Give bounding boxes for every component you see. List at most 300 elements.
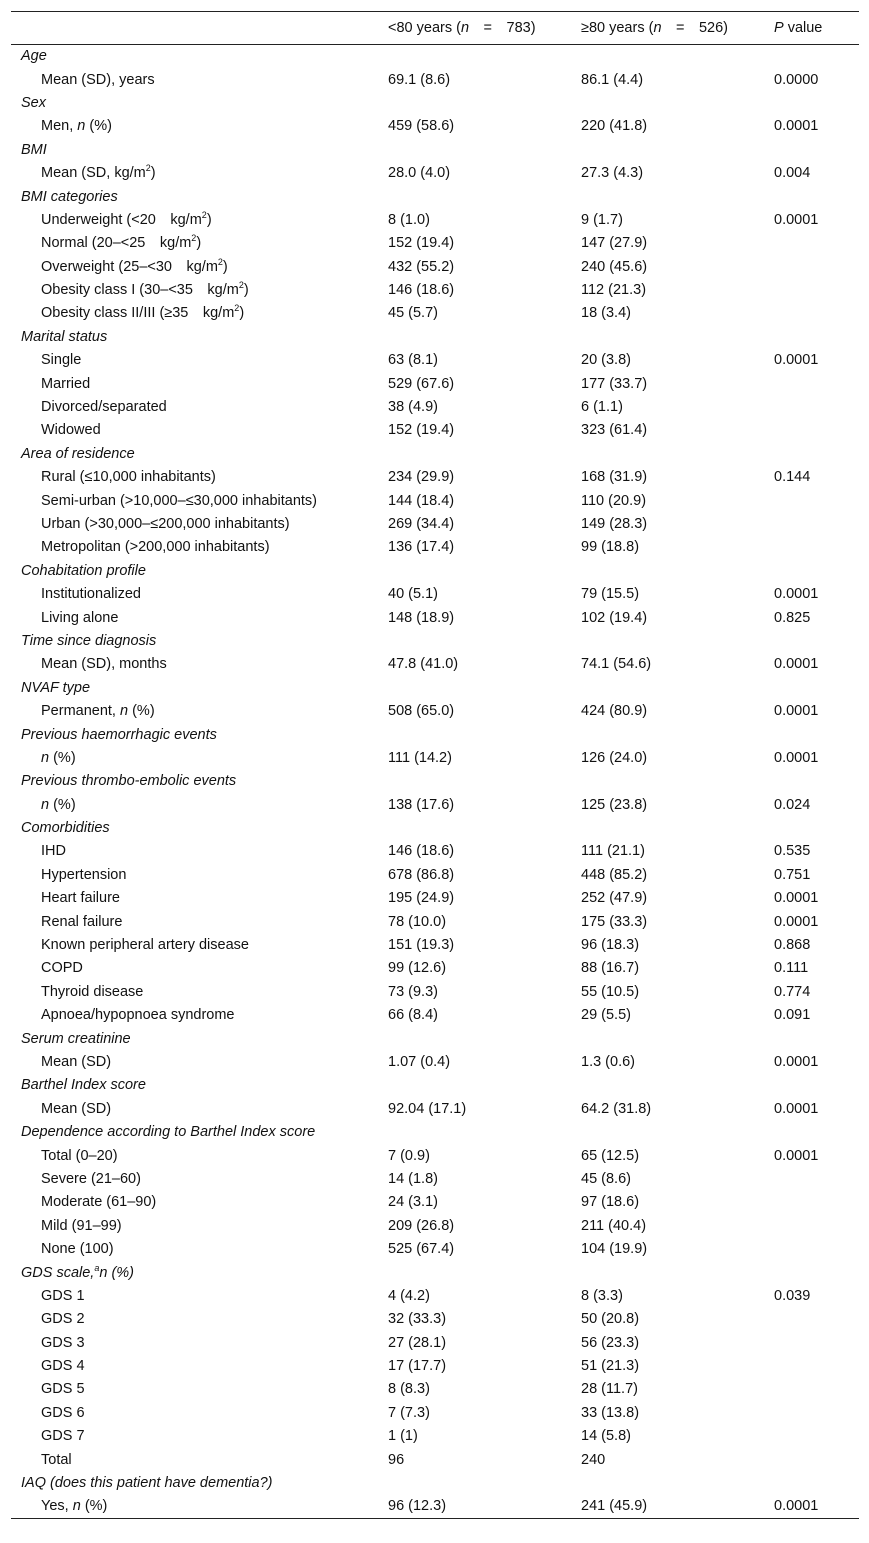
p-value [774, 1027, 859, 1050]
value-80-plus [581, 723, 774, 746]
table-row [11, 372, 859, 395]
p-value [774, 1471, 859, 1494]
p-value [774, 816, 859, 839]
row-label: GDS 2 [41, 1311, 85, 1328]
row-label: Widowed [41, 422, 101, 439]
table-row [11, 1331, 859, 1354]
row-label: BMI [21, 141, 47, 158]
value-under-80: 47.8 (41.0) [388, 656, 459, 673]
value-under-80 [388, 1074, 581, 1097]
value-under-80 [388, 45, 581, 68]
p-value: 0.774 [774, 983, 811, 1000]
value-80-plus [581, 676, 774, 699]
p-value [774, 559, 859, 582]
table-row [11, 699, 859, 722]
table-row [11, 489, 859, 512]
value-80-plus: 50 (20.8) [581, 1311, 640, 1328]
p-value [774, 1401, 859, 1424]
group-heading-row [11, 1027, 859, 1050]
p-value: 0.0001 [774, 352, 819, 369]
table-row [11, 1144, 859, 1167]
p-value [774, 1191, 859, 1214]
table-row [11, 1097, 859, 1120]
row-label: Mean (SD), years [41, 71, 155, 88]
row-label: Previous haemorrhagic events [21, 726, 217, 743]
p-value [774, 138, 859, 161]
value-80-plus [581, 325, 774, 348]
value-under-80: 678 (86.8) [388, 866, 455, 883]
value-80-plus [581, 559, 774, 582]
value-80-plus: 28 (11.7) [581, 1381, 638, 1398]
value-under-80 [388, 676, 581, 699]
row-label: Severe (21–60) [41, 1170, 141, 1187]
value-under-80: 152 (19.4) [388, 422, 455, 439]
row-label: Known peripheral artery disease [41, 937, 249, 954]
row-label: GDS 7 [41, 1428, 85, 1445]
row-label: BMI categories [21, 188, 118, 205]
p-value: 0.0001 [774, 656, 819, 673]
p-value [774, 1378, 859, 1401]
header-under-80: <80 years (n = 783) [388, 20, 536, 36]
p-value [774, 1167, 859, 1190]
table-row [11, 863, 859, 886]
table-row [11, 278, 859, 301]
table-row [11, 1495, 859, 1518]
value-80-plus: 20 (3.8) [581, 352, 631, 369]
table-row [11, 653, 859, 676]
row-label: Urban (>30,000–≤200,000 inhabitants) [41, 516, 290, 532]
table-row [11, 582, 859, 605]
value-80-plus: 175 (33.3) [581, 913, 648, 930]
baseline-characteristics-table [11, 11, 859, 1519]
table-row [11, 1050, 859, 1073]
row-label: n (%) [41, 796, 76, 813]
row-label: Yes, n (%) [41, 1498, 108, 1515]
p-value: 0.144 [774, 469, 811, 486]
table-row [11, 349, 859, 372]
value-under-80: 1.07 (0.4) [388, 1053, 451, 1070]
value-under-80: 152 (19.4) [388, 235, 455, 252]
value-80-plus [581, 442, 774, 465]
p-value [774, 723, 859, 746]
value-80-plus: 64.2 (31.8) [581, 1100, 652, 1117]
p-value [774, 278, 859, 301]
value-80-plus [581, 138, 774, 161]
value-under-80 [388, 185, 581, 208]
value-under-80 [388, 91, 581, 114]
group-heading-row [11, 1120, 859, 1143]
p-value [774, 536, 859, 559]
row-label: Moderate (61–90) [41, 1194, 157, 1211]
row-label: Renal failure [41, 913, 123, 930]
table-row [11, 255, 859, 278]
value-under-80: 508 (65.0) [388, 703, 455, 720]
row-label: Married [41, 375, 91, 392]
value-80-plus: 14 (5.8) [581, 1428, 631, 1445]
value-80-plus: 220 (41.8) [581, 118, 648, 135]
table-row [11, 115, 859, 138]
value-80-plus: 9 (1.7) [581, 211, 623, 228]
value-80-plus: 448 (85.2) [581, 866, 648, 883]
value-80-plus: 110 (20.9) [581, 492, 647, 509]
value-under-80: 8 (1.0) [388, 211, 430, 228]
value-under-80: 459 (58.6) [388, 118, 455, 135]
p-value [774, 1074, 859, 1097]
row-label: GDS 3 [41, 1334, 85, 1351]
p-value [774, 325, 859, 348]
row-label: Hypertension [41, 866, 127, 883]
p-value: 0.0000 [774, 71, 819, 88]
value-80-plus: 177 (33.7) [581, 375, 648, 392]
value-80-plus: 104 (19.9) [581, 1241, 648, 1258]
table-row [11, 232, 859, 255]
p-value: 0.024 [774, 796, 811, 813]
value-under-80: 269 (34.4) [388, 516, 455, 532]
value-under-80: 4 (4.2) [388, 1287, 430, 1304]
group-heading-row [11, 723, 859, 746]
value-under-80: 195 (24.9) [388, 890, 455, 907]
p-value: 0.0001 [774, 1053, 819, 1070]
p-value: 0.111 [774, 960, 809, 977]
value-80-plus: 240 (45.6) [581, 258, 648, 275]
p-value [774, 185, 859, 208]
group-heading-row [11, 1074, 859, 1097]
value-under-80 [388, 629, 581, 652]
p-value: 0.0001 [774, 118, 819, 135]
table-row [11, 1191, 859, 1214]
p-value [774, 1331, 859, 1354]
row-label: Men, n (%) [41, 118, 112, 135]
header-row [11, 12, 859, 45]
value-under-80: 99 (12.6) [388, 960, 447, 977]
value-under-80: 151 (19.3) [388, 937, 455, 954]
value-80-plus: 252 (47.9) [581, 890, 648, 907]
row-label: Time since diagnosis [21, 632, 157, 649]
value-80-plus: 424 (80.9) [581, 703, 648, 720]
p-value [774, 629, 859, 652]
row-label: Rural (≤10,000 inhabitants) [41, 469, 216, 486]
value-80-plus [581, 1120, 774, 1143]
value-80-plus: 168 (31.9) [581, 469, 648, 486]
value-80-plus: 149 (28.3) [581, 516, 648, 532]
value-80-plus: 56 (23.3) [581, 1334, 640, 1351]
p-value: 0.0001 [774, 1100, 819, 1117]
row-label: IAQ (does this patient have dementia?) [21, 1475, 273, 1492]
value-80-plus [581, 91, 774, 114]
p-value [774, 302, 859, 325]
value-under-80 [388, 1261, 581, 1284]
value-80-plus [581, 1074, 774, 1097]
table-row [11, 1167, 859, 1190]
group-heading-row [11, 1471, 859, 1494]
value-80-plus: 126 (24.0) [581, 749, 648, 766]
table-row [11, 957, 859, 980]
value-under-80: 7 (7.3) [388, 1404, 430, 1421]
p-value [774, 1214, 859, 1237]
group-heading-row [11, 45, 859, 68]
group-heading-row [11, 185, 859, 208]
value-under-80 [388, 816, 581, 839]
row-label: Divorced/separated [41, 399, 167, 416]
p-value: 0.535 [774, 843, 811, 860]
p-value: 0.039 [774, 1287, 811, 1304]
row-label: Metropolitan (>200,000 inhabitants) [41, 539, 270, 556]
p-value [774, 1425, 859, 1448]
value-80-plus [581, 816, 774, 839]
p-value: 0.825 [774, 609, 811, 626]
value-under-80 [388, 723, 581, 746]
p-value [774, 255, 859, 278]
p-value: 0.0001 [774, 211, 819, 228]
row-label: NVAF type [21, 679, 91, 696]
row-label: Heart failure [41, 890, 120, 907]
group-heading-row [11, 442, 859, 465]
row-label: None (100) [41, 1241, 114, 1258]
p-value [774, 232, 859, 255]
value-80-plus: 6 (1.1) [581, 399, 623, 416]
row-label: Thyroid disease [41, 983, 144, 1000]
value-under-80: 45 (5.7) [388, 305, 438, 322]
p-value: 0.0001 [774, 890, 819, 907]
table-row [11, 536, 859, 559]
row-label: Barthel Index score [21, 1077, 146, 1094]
value-80-plus: 211 (40.4) [581, 1217, 647, 1234]
value-under-80: 69.1 (8.6) [388, 71, 451, 88]
value-under-80: 8 (8.3) [388, 1381, 430, 1398]
table-row [11, 512, 859, 535]
value-under-80: 96 (12.3) [388, 1498, 447, 1515]
p-value [774, 676, 859, 699]
row-label: GDS 5 [41, 1381, 85, 1398]
value-80-plus: 99 (18.8) [581, 539, 640, 556]
value-under-80: 27 (28.1) [388, 1334, 447, 1351]
value-80-plus [581, 45, 774, 68]
row-label: Normal (20–<25 $kg/m^2$) [41, 233, 202, 252]
p-value: 0.0001 [774, 586, 819, 603]
row-label: Comorbidities [21, 820, 110, 837]
row-label: COPD [41, 960, 83, 977]
value-under-80: 24 (3.1) [388, 1194, 438, 1211]
group-heading-row [11, 325, 859, 348]
value-under-80: 40 (5.1) [388, 586, 438, 603]
table-row [11, 746, 859, 769]
p-value: 0.751 [774, 866, 811, 883]
table-row [11, 793, 859, 816]
value-80-plus [581, 770, 774, 793]
row-label: Semi-urban (>10,000–≤30,000 inhabitants) [41, 492, 317, 509]
value-under-80: 525 (67.4) [388, 1241, 455, 1258]
value-under-80: 32 (33.3) [388, 1311, 447, 1328]
group-heading-row [11, 138, 859, 161]
table-row [11, 161, 859, 184]
value-under-80: 144 (18.4) [388, 492, 455, 509]
row-label: Sex [21, 94, 46, 111]
value-under-80: 96 [388, 1451, 405, 1468]
p-value [774, 489, 859, 512]
p-value: 0.0001 [774, 749, 819, 766]
value-80-plus: 111 (21.1) [581, 843, 645, 860]
table-row [11, 1237, 859, 1260]
row-label: GDS 1 [41, 1287, 85, 1304]
row-label: Total (0–20) [41, 1147, 118, 1164]
group-heading-row [11, 91, 859, 114]
group-heading-row [11, 629, 859, 652]
value-under-80: 146 (18.6) [388, 843, 455, 860]
value-under-80: 28.0 (4.0) [388, 165, 451, 182]
p-value: 0.091 [774, 1007, 811, 1024]
row-label: Previous thrombo-embolic events [21, 773, 237, 790]
p-value [774, 1448, 859, 1471]
table-header [11, 12, 859, 45]
row-label: Overweight (25–<30 $kg/m^2$) [41, 256, 228, 275]
row-label: Cohabitation profile [21, 562, 146, 579]
value-80-plus [581, 1261, 774, 1284]
value-under-80 [388, 138, 581, 161]
value-under-80: 1 (1) [388, 1428, 418, 1445]
table-row [11, 933, 859, 956]
value-80-plus [581, 1027, 774, 1050]
p-value [774, 1308, 859, 1331]
row-label: Institutionalized [41, 586, 141, 603]
row-label: Serum creatinine [21, 1030, 131, 1047]
table-row [11, 1308, 859, 1331]
table-row [11, 1378, 859, 1401]
table-row [11, 910, 859, 933]
table-row [11, 419, 859, 442]
row-label: GDS scale,$^a$n (%) [21, 1262, 135, 1281]
value-80-plus: 125 (23.8) [581, 796, 648, 813]
p-value: 0.0001 [774, 1147, 819, 1164]
p-value [774, 1261, 859, 1284]
value-under-80: 66 (8.4) [388, 1007, 438, 1024]
value-under-80: 136 (17.4) [388, 539, 455, 556]
p-value [774, 45, 859, 68]
header-p-value: P value [774, 20, 823, 36]
row-label: n (%) [41, 749, 76, 766]
value-80-plus [581, 185, 774, 208]
value-80-plus: 45 (8.6) [581, 1170, 631, 1187]
value-under-80 [388, 1120, 581, 1143]
value-80-plus: 8 (3.3) [581, 1287, 623, 1304]
table-body [11, 45, 859, 1519]
value-under-80 [388, 559, 581, 582]
table-row [11, 1004, 859, 1027]
value-under-80 [388, 442, 581, 465]
row-label: Mean (SD) [41, 1100, 112, 1117]
row-label: GDS 6 [41, 1404, 85, 1421]
value-under-80: 73 (9.3) [388, 983, 438, 1000]
value-under-80: 138 (17.6) [388, 796, 455, 813]
value-under-80: 63 (8.1) [388, 352, 438, 369]
p-value [774, 91, 859, 114]
value-80-plus: 29 (5.5) [581, 1007, 631, 1024]
row-label: Mean (SD), months [41, 656, 167, 673]
p-value [774, 1237, 859, 1260]
value-80-plus: 65 (12.5) [581, 1147, 640, 1164]
p-value [774, 1354, 859, 1377]
table-row [11, 1354, 859, 1377]
table-row [11, 980, 859, 1003]
p-value: 0.0001 [774, 1498, 819, 1515]
value-80-plus [581, 1471, 774, 1494]
value-80-plus: 27.3 (4.3) [581, 165, 644, 182]
group-heading-row [11, 559, 859, 582]
value-80-plus: 112 (21.3) [581, 282, 647, 299]
value-under-80: 7 (0.9) [388, 1147, 430, 1164]
table-row [11, 1425, 859, 1448]
table-row [11, 395, 859, 418]
row-label: Obesity class II/III (≥35 $kg/m^2$) [41, 303, 245, 322]
row-label: Marital status [21, 328, 108, 345]
table-row [11, 887, 859, 910]
p-value [774, 1120, 859, 1143]
group-heading-row [11, 816, 859, 839]
group-heading-row [11, 770, 859, 793]
p-value: 0.0001 [774, 703, 819, 720]
value-under-80: 17 (17.7) [388, 1358, 447, 1375]
table-row [11, 208, 859, 231]
value-80-plus: 323 (61.4) [581, 422, 648, 439]
row-label: Living alone [41, 609, 119, 626]
p-value: 0.004 [774, 165, 811, 182]
value-under-80 [388, 770, 581, 793]
row-label: Apnoea/hypopnoea syndrome [41, 1007, 235, 1024]
header-label-column [11, 12, 388, 45]
value-under-80: 78 (10.0) [388, 913, 447, 930]
value-under-80: 111 (14.2) [388, 749, 452, 766]
row-label: IHD [41, 843, 66, 860]
value-under-80 [388, 1027, 581, 1050]
value-under-80: 234 (29.9) [388, 469, 455, 486]
row-label: Mean (SD) [41, 1053, 112, 1070]
value-under-80: 14 (1.8) [388, 1170, 438, 1187]
table-row [11, 1401, 859, 1424]
p-value: 0.0001 [774, 913, 819, 930]
table-row [11, 840, 859, 863]
row-label: Single [41, 352, 82, 369]
p-value [774, 442, 859, 465]
table-row [11, 302, 859, 325]
row-label: Obesity class I (30–<35 $kg/m^2$) [41, 280, 249, 299]
p-value [774, 372, 859, 395]
value-80-plus: 96 (18.3) [581, 937, 640, 954]
value-80-plus: 240 [581, 1451, 606, 1468]
p-value [774, 512, 859, 535]
row-label: GDS 4 [41, 1358, 85, 1375]
value-80-plus: 102 (19.4) [581, 609, 648, 626]
table-row [11, 466, 859, 489]
value-80-plus: 55 (10.5) [581, 983, 640, 1000]
group-heading-row [11, 1261, 859, 1284]
row-label: Permanent, n (%) [41, 703, 155, 720]
value-under-80: 209 (26.8) [388, 1217, 455, 1234]
table-row [11, 606, 859, 629]
row-label: Underweight (<20 $kg/m^2$) [41, 210, 212, 228]
p-value [774, 419, 859, 442]
row-label: Total [41, 1451, 72, 1468]
value-80-plus: 147 (27.9) [581, 235, 648, 252]
value-under-80: 146 (18.6) [388, 282, 455, 299]
value-80-plus: 1.3 (0.6) [581, 1053, 635, 1070]
value-80-plus: 79 (15.5) [581, 586, 640, 603]
table-row [11, 1448, 859, 1471]
row-label: Area of residence [21, 445, 135, 462]
value-under-80: 38 (4.9) [388, 399, 438, 416]
value-under-80: 529 (67.6) [388, 375, 455, 392]
header-80-plus: ≥80 years (n = 526) [581, 20, 729, 36]
p-value [774, 770, 859, 793]
value-under-80: 92.04 (17.1) [388, 1100, 467, 1117]
